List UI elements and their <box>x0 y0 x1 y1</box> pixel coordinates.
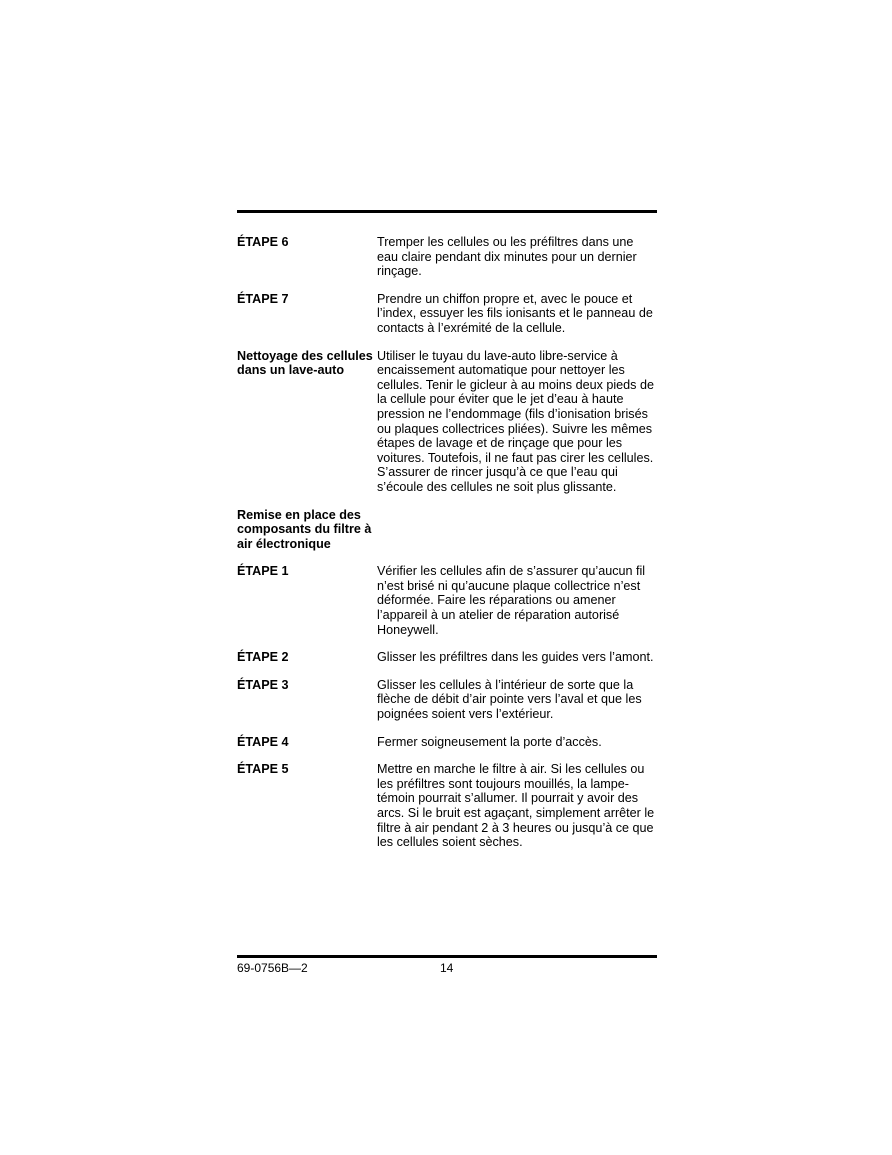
step-label: ÉTAPE 3 <box>237 677 289 692</box>
instructions-content <box>237 235 657 850</box>
step-label: ÉTAPE 1 <box>237 564 289 579</box>
step-label: ÉTAPE 7 <box>237 291 289 306</box>
step-label: ÉTAPE 6 <box>237 235 289 249</box>
step-2-row <box>237 650 657 665</box>
step-text: Fermer soigneusement la porte d’accès. <box>377 734 602 749</box>
step-label: ÉTAPE 5 <box>237 762 289 777</box>
step-4-row <box>237 735 657 750</box>
step-text: Mettre en marche le filtre à air. Si les cellules ou les préfiltres sont toujours mouillés, la lampe-témoin pourrait s’allumer. Il pourrait y avoir des arcs. Si le bruit est agaçant, simplement arrêter le filtre à air pendant 2 à 3 heures ou jusqu’à ce que les cellules soient sèches. <box>377 762 655 850</box>
step-label: ÉTAPE 4 <box>237 734 289 749</box>
section-text: Utiliser le tuyau du lave-auto libre-service à encaissement automatique pour nettoyer les cellules. Tenir le gicleur à au moins deux pieds de la cellule pour éviter que le jet d’eau à haute pression ne l’endommage (fils d’ionisation brisés ou plaques collectrices pliées). Suivre les mêmes étapes de lavage et de rinçage que pour les voitures. Toutefois, il ne faut pas cirer les cellules. S’assurer de rincer jusqu’à ce que l’eau qui s’écoule des cellules ne soit plus glissante. <box>377 348 654 494</box>
car-wash-cleaning-row <box>237 349 657 495</box>
step-text: Glisser les cellules à l’intérieur de sorte que la flèche de débit d’air pointe vers l’aval et que les poignées soient vers l’extérieur. <box>377 677 642 722</box>
document-number: 69-0756B—2 <box>237 961 308 975</box>
step-text: Vérifier les cellules afin de s’assurer qu’aucun fil n’est brisé ni qu’aucune plaque collectrice n’est déformée. Faire les réparations ou amener l’appareil à un atelier de réparation autorisé Honeywell. <box>377 564 646 637</box>
step-7-row <box>237 292 657 336</box>
page-number: 14 <box>440 961 454 975</box>
section-heading: Nettoyage des cellules dans un lave-auto <box>237 348 373 378</box>
step-text: Tremper les cellules ou les préfiltres dans une eau claire pendant dix minutes pour un dernier rinçage. <box>377 235 637 279</box>
step-label: ÉTAPE 2 <box>237 650 289 665</box>
section-heading: Remise en place des composants du filtre à air électronique <box>237 507 372 551</box>
step-5-row <box>237 762 657 850</box>
step-6-row <box>237 235 657 279</box>
step-1-row <box>237 564 657 637</box>
step-text: Glisser les préfiltres dans les guides vers l’amont. <box>377 650 654 665</box>
top-rule <box>237 210 657 213</box>
step-text: Prendre un chiffon propre et, avec le pouce et l’index, essuyer les fils ionisants et le panneau de contacts à l’exrémité de la cellule. <box>377 291 653 335</box>
reinstall-components-row <box>237 508 657 552</box>
step-3-row <box>237 678 657 722</box>
bottom-rule <box>237 955 657 958</box>
